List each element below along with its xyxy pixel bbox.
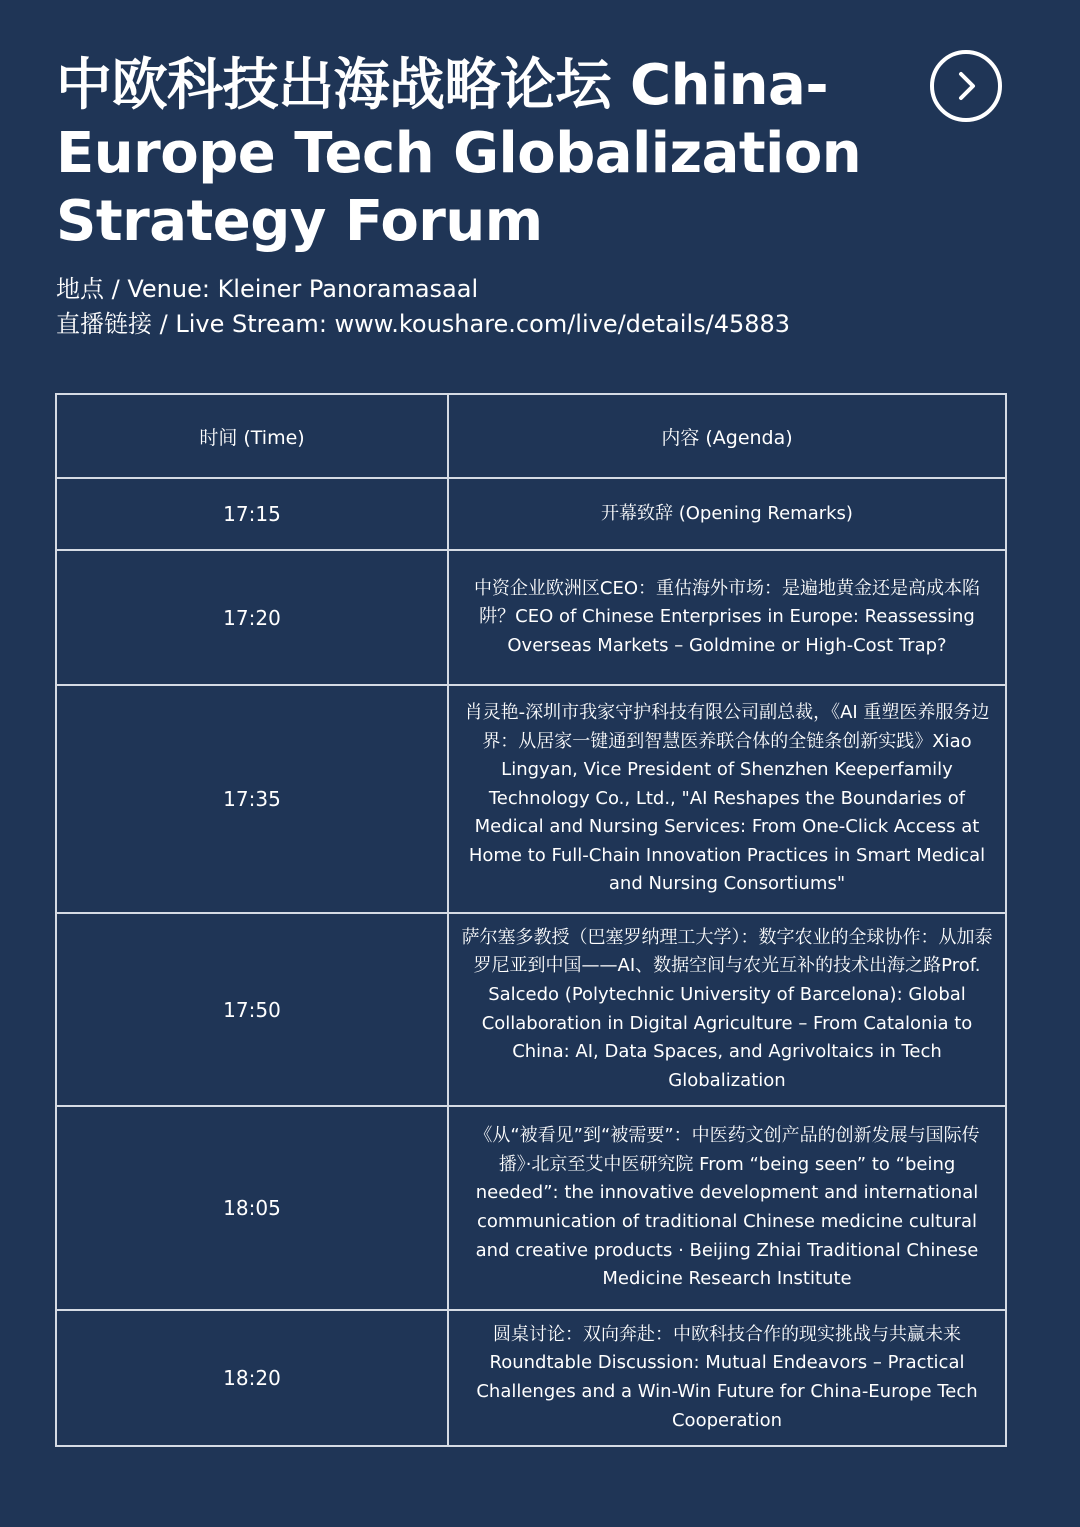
venue-text: 地点 / Venue: Kleiner Panoramasaal (56, 275, 479, 303)
agenda-table (55, 393, 1007, 1447)
time-cell: 17:35 (56, 685, 448, 913)
event-meta (56, 272, 790, 342)
agenda-cell: 开幕致辞 (Opening Remarks) (448, 478, 1006, 550)
agenda-cell: 《从“被看见”到“被需要”：中医药文创产品的创新发展与国际传播》·北京至艾中医研究院 From “being seen” to “being needed”: the innovative development and international communication of traditional Chinese medicine cultural and creative products · Beijing Zhiai Traditional Chinese Medicine Research Institute (448, 1106, 1006, 1310)
next-button[interactable] (930, 50, 1002, 122)
chevron-right-circle-icon (951, 71, 981, 101)
table-row (56, 1310, 1006, 1446)
agenda-cell: 肖灵艳-深圳市我家守护科技有限公司副总裁，《AI 重塑医养服务边界：从居家一键通到智慧医养联合体的全链条创新实践》Xiao Lingyan, Vice President of Shenzhen Keeperfamily Technology Co., Ltd., "AI Reshapes the Boundaries of Medical and Nursing Services: From One-Click Access at Home to Full-Chain Innovation Practices in Smart Medical and Nursing Consortiums" (448, 685, 1006, 913)
agenda-cell: 萨尔塞多教授（巴塞罗纳理工大学）：数字农业的全球协作：从加泰罗尼亚到中国——AI、数据空间与农光互补的技术出海之路Prof. Salcedo (Polytechnic University of Barcelona): Global Collaboration in Digital Agriculture – From Catalonia to China: AI, Data Spaces, and Agrivoltaics in Tech Globalization (448, 913, 1006, 1106)
table-row (56, 685, 1006, 913)
table-row (56, 478, 1006, 550)
time-cell: 17:20 (56, 550, 448, 685)
time-cell: 17:15 (56, 478, 448, 550)
table-row (56, 550, 1006, 685)
table-row (56, 1106, 1006, 1310)
table-header-row (56, 394, 1006, 478)
live-stream-link[interactable]: 直播链接 / Live Stream: www.koushare.com/live/details/45883 (56, 310, 791, 338)
agenda-cell: 圆桌讨论：双向奔赴：中欧科技合作的现实挑战与共赢未来 Roundtable Discussion: Mutual Endeavors – Practical Challenges and a Win-Win Future for China-Europe Tech Cooperation (448, 1310, 1006, 1446)
page-title: 中欧科技出海战略论坛 China-Europe Tech Globalization Strategy Forum (56, 53, 862, 254)
table-row (56, 913, 1006, 1106)
column-header-time: 时间 (Time) (56, 394, 448, 478)
time-cell: 17:50 (56, 913, 448, 1106)
header (56, 52, 916, 256)
agenda-cell: 中资企业欧洲区CEO：重估海外市场：是遍地黄金还是高成本陷阱？CEO of Chinese Enterprises in Europe: Reassessing Overseas Markets – Goldmine or High-Cost Trap? (448, 550, 1006, 685)
time-cell: 18:20 (56, 1310, 448, 1446)
time-cell: 18:05 (56, 1106, 448, 1310)
column-header-agenda: 内容 (Agenda) (448, 394, 1006, 478)
